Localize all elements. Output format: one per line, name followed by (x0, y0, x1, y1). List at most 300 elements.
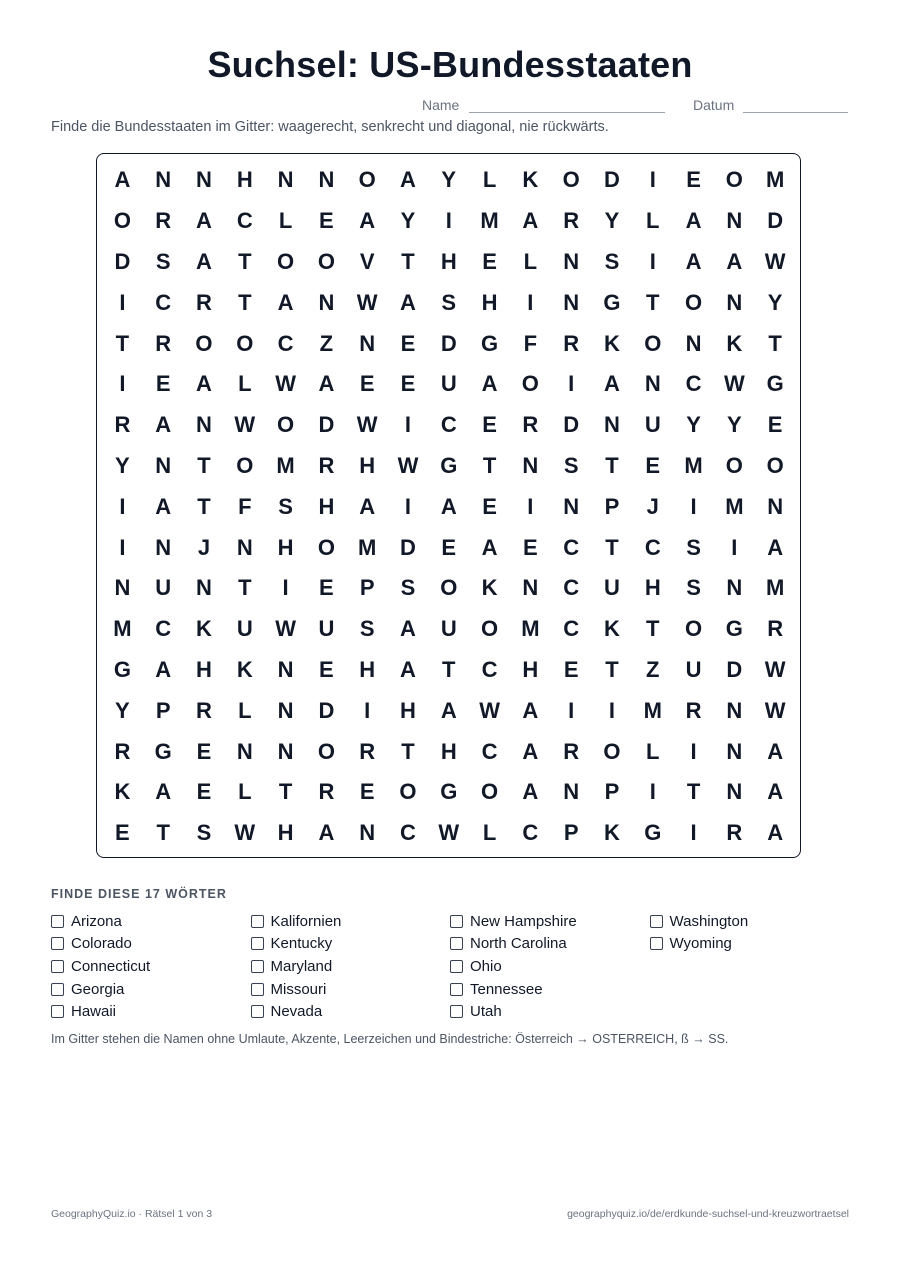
grid-cell[interactable]: A (440, 697, 457, 723)
word-item[interactable] (51, 933, 251, 956)
word-item[interactable] (51, 1000, 251, 1023)
grid-cell[interactable]: O (317, 248, 335, 274)
grid-cell[interactable]: N (114, 575, 131, 601)
grid-cell[interactable]: C (644, 534, 661, 560)
grid-cell[interactable]: T (115, 330, 130, 356)
grid-cell[interactable]: A (726, 248, 743, 274)
grid-cell[interactable]: M (684, 452, 703, 478)
grid-cell[interactable]: N (563, 779, 580, 805)
grid-cell[interactable]: E (359, 779, 375, 805)
grid-cell[interactable]: M (358, 534, 377, 560)
word-item[interactable] (251, 910, 451, 933)
grid-cell[interactable]: T (605, 452, 619, 478)
grid-cell[interactable]: A (767, 820, 784, 846)
grid-cell[interactable]: S (563, 452, 579, 478)
grid-cell[interactable]: E (115, 820, 130, 846)
grid-cell[interactable]: P (604, 779, 620, 805)
grid-cell[interactable]: O (725, 167, 743, 193)
grid-cell[interactable]: H (277, 534, 294, 560)
grid-cell[interactable]: R (114, 412, 131, 438)
grid-cell[interactable]: R (767, 616, 784, 642)
grid-cell[interactable]: E (359, 371, 375, 397)
word-item[interactable] (650, 933, 850, 956)
grid-cell[interactable]: O (113, 208, 131, 234)
date-field[interactable] (743, 112, 848, 113)
grid-cell[interactable]: I (649, 248, 656, 274)
grid-cell[interactable]: H (440, 738, 457, 764)
grid-cell[interactable]: W (723, 371, 745, 397)
grid-cell[interactable]: W (764, 697, 786, 723)
grid-cell[interactable]: A (481, 534, 498, 560)
grid-cell[interactable]: Y (441, 167, 457, 193)
grid-cell[interactable]: K (196, 616, 212, 642)
grid-cell[interactable]: N (196, 412, 212, 438)
grid-cell[interactable]: W (234, 820, 256, 846)
grid-cell[interactable]: R (196, 697, 212, 723)
grid-cell[interactable]: C (481, 738, 498, 764)
grid-cell[interactable]: M (276, 452, 295, 478)
grid-cell[interactable]: E (686, 167, 701, 193)
grid-cell[interactable]: O (562, 167, 580, 193)
grid-cell[interactable]: N (726, 289, 743, 315)
grid-cell[interactable]: T (605, 656, 619, 682)
grid-cell[interactable]: M (113, 616, 132, 642)
grid-cell[interactable]: S (278, 493, 293, 519)
grid-cell[interactable]: T (278, 779, 293, 805)
grid-cell[interactable]: R (114, 738, 131, 764)
grid-cell[interactable]: U (604, 575, 620, 601)
grid-cell[interactable]: N (726, 697, 743, 723)
grid-cell[interactable]: A (685, 248, 702, 274)
grid-cell[interactable]: K (481, 575, 498, 601)
word-item[interactable] (51, 955, 251, 978)
word-checkbox[interactable] (251, 1005, 264, 1018)
grid-cell[interactable]: N (563, 289, 580, 315)
grid-cell[interactable]: N (685, 330, 702, 356)
grid-cell[interactable]: O (481, 779, 499, 805)
grid-cell[interactable]: E (400, 371, 416, 397)
grid-cell[interactable]: R (563, 208, 580, 234)
word-checkbox[interactable] (51, 960, 64, 973)
grid-cell[interactable]: A (196, 248, 212, 274)
grid-cell[interactable]: Z (319, 330, 334, 356)
grid-cell[interactable]: S (155, 248, 171, 274)
grid-cell[interactable]: W (356, 412, 378, 438)
grid-cell[interactable]: O (358, 167, 376, 193)
grid-cell[interactable]: E (319, 208, 334, 234)
grid-cell[interactable]: E (482, 412, 497, 438)
grid-cell[interactable]: Y (115, 697, 130, 723)
grid-cell[interactable]: N (359, 330, 376, 356)
grid-cell[interactable]: W (397, 452, 419, 478)
grid-cell[interactable]: A (359, 208, 376, 234)
grid-cell[interactable]: C (440, 412, 457, 438)
grid-cell[interactable]: W (479, 697, 500, 723)
grid-cell[interactable]: E (196, 779, 212, 805)
grid-cell[interactable]: U (644, 412, 661, 438)
grid-cell[interactable]: H (644, 575, 661, 601)
grid-cell[interactable]: T (686, 779, 701, 805)
grid-cell[interactable]: H (400, 697, 416, 723)
grid-cell[interactable]: W (764, 248, 786, 274)
grid-cell[interactable]: I (527, 493, 534, 519)
grid-cell[interactable]: Y (400, 208, 416, 234)
grid-cell[interactable]: C (685, 371, 702, 397)
grid-cell[interactable]: L (482, 167, 497, 193)
grid-cell[interactable]: K (522, 167, 539, 193)
word-checkbox[interactable] (51, 983, 64, 996)
grid-cell[interactable]: M (521, 616, 540, 642)
grid-cell[interactable]: I (568, 697, 575, 723)
grid-cell[interactable]: Z (646, 656, 660, 682)
grid-cell[interactable]: A (440, 493, 457, 519)
grid-cell[interactable]: F (523, 330, 538, 356)
grid-cell[interactable]: L (646, 738, 660, 764)
word-checkbox[interactable] (51, 937, 64, 950)
grid-cell[interactable]: O (440, 575, 458, 601)
grid-cell[interactable]: A (400, 289, 416, 315)
grid-cell[interactable]: E (645, 452, 661, 478)
grid-cell[interactable]: P (604, 493, 620, 519)
grid-cell[interactable]: D (726, 656, 743, 682)
grid-cell[interactable]: T (238, 575, 252, 601)
grid-cell[interactable]: G (440, 779, 458, 805)
grid-cell[interactable]: G (725, 616, 743, 642)
grid-cell[interactable]: K (604, 616, 620, 642)
grid-cell[interactable]: H (440, 248, 457, 274)
grid-cell[interactable]: I (649, 167, 656, 193)
grid-cell[interactable]: T (401, 738, 415, 764)
grid-cell[interactable]: N (726, 779, 743, 805)
grid-cell[interactable]: M (765, 575, 785, 601)
grid-cell[interactable]: A (767, 534, 784, 560)
word-item[interactable] (450, 955, 650, 978)
grid-cell[interactable]: N (318, 167, 335, 193)
grid-cell[interactable]: T (482, 452, 497, 478)
grid-cell[interactable]: S (359, 616, 375, 642)
grid-cell[interactable]: N (236, 738, 253, 764)
grid-cell[interactable]: T (442, 656, 456, 682)
grid-cell[interactable]: G (766, 371, 784, 397)
grid-cell[interactable]: N (726, 575, 743, 601)
grid-cell[interactable]: V (359, 248, 375, 274)
grid-cell[interactable]: H (481, 289, 498, 315)
grid-cell[interactable]: I (119, 493, 126, 519)
word-item[interactable] (251, 955, 451, 978)
word-checkbox[interactable] (251, 983, 264, 996)
grid-cell[interactable]: N (155, 167, 172, 193)
word-item[interactable] (450, 1000, 650, 1023)
grid-cell[interactable]: D (767, 208, 784, 234)
grid-cell[interactable]: N (196, 167, 212, 193)
grid-cell[interactable]: H (522, 656, 539, 682)
grid-cell[interactable]: G (113, 656, 131, 682)
word-checkbox[interactable] (450, 937, 463, 950)
grid-cell[interactable]: Y (115, 452, 130, 478)
grid-cell[interactable]: R (155, 208, 172, 234)
grid-cell[interactable]: N (236, 534, 253, 560)
grid-cell[interactable]: A (481, 371, 498, 397)
grid-cell[interactable]: T (156, 820, 170, 846)
grid-cell[interactable]: C (236, 208, 253, 234)
grid-cell[interactable]: N (277, 656, 294, 682)
grid-cell[interactable]: C (155, 289, 172, 315)
grid-cell[interactable]: A (522, 697, 539, 723)
grid-cell[interactable]: I (690, 738, 697, 764)
grid-cell[interactable]: E (767, 412, 783, 438)
grid-cell[interactable]: N (359, 820, 376, 846)
grid-cell[interactable]: E (441, 534, 457, 560)
grid-cell[interactable]: O (277, 412, 295, 438)
grid-cell[interactable]: O (603, 738, 621, 764)
grid-cell[interactable]: O (521, 371, 539, 397)
grid-cell[interactable]: K (604, 330, 620, 356)
grid-cell[interactable]: O (277, 248, 295, 274)
grid-cell[interactable]: I (608, 697, 616, 723)
grid-cell[interactable]: C (563, 575, 580, 601)
grid-cell[interactable]: N (767, 493, 784, 519)
grid-cell[interactable]: Y (604, 208, 620, 234)
grid-cell[interactable]: T (605, 534, 619, 560)
grid-cell[interactable]: A (522, 738, 539, 764)
word-item[interactable] (450, 933, 650, 956)
grid-cell[interactable]: O (644, 330, 662, 356)
grid-cell[interactable]: T (401, 248, 415, 274)
word-item[interactable] (251, 1000, 451, 1023)
grid-cell[interactable]: A (359, 493, 376, 519)
word-item[interactable] (450, 978, 650, 1001)
grid-cell[interactable]: I (527, 289, 534, 315)
grid-cell[interactable]: U (440, 616, 457, 642)
grid-cell[interactable]: K (114, 779, 131, 805)
grid-cell[interactable]: L (238, 779, 252, 805)
grid-cell[interactable]: T (197, 452, 211, 478)
grid-cell[interactable]: P (359, 575, 375, 601)
grid-cell[interactable]: D (318, 697, 335, 723)
grid-cell[interactable]: R (359, 738, 376, 764)
grid-cell[interactable]: L (278, 208, 293, 234)
grid-cell[interactable]: A (196, 371, 212, 397)
grid-cell[interactable]: E (482, 248, 497, 274)
grid-cell[interactable]: S (604, 248, 620, 274)
grid-cell[interactable]: N (726, 738, 743, 764)
grid-cell[interactable]: A (767, 779, 784, 805)
grid-cell[interactable]: T (768, 330, 782, 356)
grid-cell[interactable]: Y (767, 289, 783, 315)
grid-cell[interactable]: S (686, 575, 701, 601)
grid-cell[interactable]: W (275, 616, 296, 642)
grid-cell[interactable]: E (319, 575, 334, 601)
grid-cell[interactable]: A (318, 371, 335, 397)
grid-cell[interactable]: A (155, 656, 172, 682)
grid-cell[interactable]: O (766, 452, 784, 478)
word-checkbox[interactable] (251, 937, 264, 950)
word-checkbox[interactable] (51, 915, 64, 928)
word-checkbox[interactable] (251, 915, 264, 928)
grid-cell[interactable]: P (155, 697, 171, 723)
grid-cell[interactable]: C (155, 616, 172, 642)
grid-cell[interactable]: W (234, 412, 256, 438)
grid-cell[interactable]: R (685, 697, 702, 723)
grid-cell[interactable]: N (277, 738, 294, 764)
grid-cell[interactable]: A (400, 167, 416, 193)
grid-cell[interactable]: I (119, 534, 126, 560)
grid-cell[interactable]: J (646, 493, 659, 519)
grid-cell[interactable]: I (364, 697, 371, 723)
grid-cell[interactable]: W (438, 820, 460, 846)
name-field[interactable] (469, 112, 665, 113)
grid-cell[interactable]: N (155, 534, 172, 560)
grid-cell[interactable]: N (604, 412, 620, 438)
grid-cell[interactable]: N (155, 452, 172, 478)
word-item[interactable] (51, 978, 251, 1001)
grid-cell[interactable]: D (400, 534, 416, 560)
grid-cell[interactable]: H (236, 167, 253, 193)
grid-cell[interactable]: R (522, 412, 539, 438)
grid-cell[interactable]: S (400, 575, 416, 601)
grid-cell[interactable]: T (197, 493, 211, 519)
grid-cell[interactable]: T (238, 289, 252, 315)
grid-cell[interactable]: O (481, 616, 499, 642)
word-checkbox[interactable] (450, 960, 463, 973)
grid-cell[interactable]: O (195, 330, 213, 356)
grid-cell[interactable]: I (690, 493, 697, 519)
grid-cell[interactable]: M (725, 493, 744, 519)
grid-cell[interactable]: I (568, 371, 575, 397)
grid-cell[interactable]: O (236, 452, 254, 478)
grid-cell[interactable]: A (400, 656, 416, 682)
grid-cell[interactable]: R (318, 779, 335, 805)
grid-cell[interactable]: E (523, 534, 538, 560)
grid-cell[interactable]: L (238, 697, 252, 723)
grid-cell[interactable]: O (684, 289, 703, 315)
grid-cell[interactable]: L (523, 248, 538, 274)
grid-cell[interactable]: H (196, 656, 212, 682)
grid-cell[interactable]: G (440, 452, 458, 478)
word-item[interactable] (650, 910, 850, 933)
grid-cell[interactable]: N (726, 208, 743, 234)
word-item[interactable] (450, 910, 650, 933)
word-checkbox[interactable] (450, 915, 463, 928)
grid-cell[interactable]: R (196, 289, 212, 315)
grid-cell[interactable]: C (481, 656, 498, 682)
grid-cell[interactable]: D (318, 412, 335, 438)
grid-cell[interactable]: G (481, 330, 499, 356)
word-item[interactable] (51, 910, 251, 933)
grid-cell[interactable]: C (563, 534, 580, 560)
grid-cell[interactable]: A (685, 208, 702, 234)
grid-cell[interactable]: I (404, 412, 412, 438)
grid-cell[interactable]: O (684, 616, 703, 642)
grid-cell[interactable]: E (319, 656, 334, 682)
grid-cell[interactable]: S (196, 820, 212, 846)
grid-cell[interactable]: A (196, 208, 212, 234)
grid-cell[interactable]: I (119, 289, 126, 315)
grid-cell[interactable]: A (155, 412, 172, 438)
word-checkbox[interactable] (450, 983, 463, 996)
grid-cell[interactable]: J (197, 534, 211, 560)
grid-cell[interactable]: A (522, 208, 539, 234)
grid-cell[interactable]: K (604, 820, 620, 846)
grid-cell[interactable]: A (400, 616, 416, 642)
grid-cell[interactable]: A (277, 289, 294, 315)
word-item[interactable] (251, 933, 451, 956)
grid-cell[interactable]: O (236, 330, 254, 356)
grid-cell[interactable]: T (238, 248, 252, 274)
grid-cell[interactable]: A (155, 493, 172, 519)
grid-cell[interactable]: N (563, 493, 580, 519)
word-checkbox[interactable] (650, 937, 663, 950)
grid-cell[interactable]: I (649, 779, 656, 805)
grid-cell[interactable]: R (726, 820, 743, 846)
grid-cell[interactable]: G (644, 820, 662, 846)
word-checkbox[interactable] (251, 960, 264, 973)
grid-cell[interactable]: C (400, 820, 416, 846)
grid-cell[interactable]: R (563, 330, 580, 356)
word-checkbox[interactable] (650, 915, 663, 928)
grid-cell[interactable]: A (604, 371, 620, 397)
grid-cell[interactable]: N (563, 248, 580, 274)
grid-cell[interactable]: M (765, 167, 785, 193)
grid-cell[interactable]: M (480, 208, 499, 234)
grid-cell[interactable]: S (686, 534, 701, 560)
grid-cell[interactable]: G (603, 289, 621, 315)
grid-cell[interactable]: R (155, 330, 172, 356)
grid-cell[interactable]: W (275, 371, 296, 397)
grid-cell[interactable]: L (238, 371, 252, 397)
grid-cell[interactable]: P (563, 820, 579, 846)
grid-cell[interactable]: O (317, 534, 335, 560)
grid-cell[interactable]: E (563, 656, 579, 682)
grid-cell[interactable]: W (356, 289, 378, 315)
grid-cell[interactable]: O (317, 738, 335, 764)
grid-cell[interactable]: R (563, 738, 580, 764)
grid-cell[interactable]: I (445, 208, 452, 234)
grid-cell[interactable]: N (196, 575, 212, 601)
grid-cell[interactable]: N (318, 289, 335, 315)
grid-cell[interactable]: I (690, 820, 697, 846)
grid-cell[interactable]: I (404, 493, 412, 519)
grid-cell[interactable]: N (277, 167, 294, 193)
grid-cell[interactable]: F (238, 493, 252, 519)
grid-cell[interactable]: A (114, 167, 131, 193)
grid-cell[interactable]: C (522, 820, 539, 846)
grid-cell[interactable]: C (563, 616, 580, 642)
grid-cell[interactable]: E (155, 371, 171, 397)
grid-cell[interactable]: I (282, 575, 289, 601)
grid-cell[interactable]: N (277, 697, 294, 723)
grid-cell[interactable]: Y (686, 412, 701, 438)
grid-cell[interactable]: K (726, 330, 743, 356)
grid-cell[interactable]: U (236, 616, 253, 642)
grid-cell[interactable]: S (441, 289, 457, 315)
grid-cell[interactable]: E (400, 330, 416, 356)
grid-cell[interactable]: N (644, 371, 661, 397)
grid-cell[interactable]: H (359, 656, 376, 682)
grid-cell[interactable]: D (114, 248, 131, 274)
grid-cell[interactable]: O (725, 452, 743, 478)
word-checkbox[interactable] (450, 1005, 463, 1018)
grid-cell[interactable]: M (643, 697, 662, 723)
grid-cell[interactable]: D (440, 330, 457, 356)
grid-cell[interactable]: G (154, 738, 172, 764)
grid-cell[interactable]: T (646, 616, 660, 642)
grid-cell[interactable]: T (646, 289, 660, 315)
grid-cell[interactable]: U (318, 616, 335, 642)
grid-cell[interactable]: L (482, 820, 497, 846)
grid-cell[interactable]: N (522, 575, 539, 601)
grid-cell[interactable]: N (522, 452, 539, 478)
